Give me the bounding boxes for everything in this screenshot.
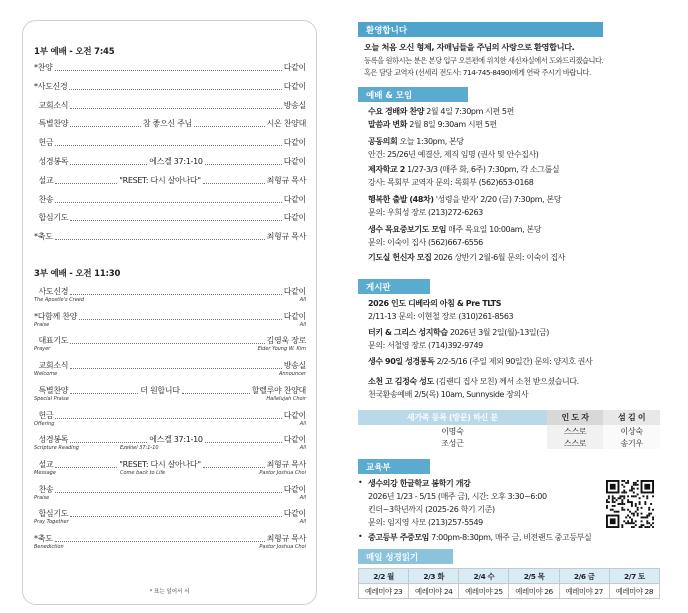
bullet: •	[358, 532, 363, 541]
worship-item	[368, 106, 514, 117]
english-leader: Pastor Joshua Choi	[259, 544, 306, 550]
service-row	[34, 308, 306, 322]
english-leader: Pastor Joshua Choi	[259, 469, 306, 476]
worship-item-sub: 문의: 우희성 장로 (213)272-6263	[368, 208, 483, 217]
worship-item	[368, 164, 559, 175]
leader-dots	[70, 442, 147, 443]
worship-item-line2	[368, 177, 533, 188]
worship-item-title: 제자학교 2	[368, 165, 405, 174]
service-item-leader: 다같이	[283, 138, 306, 148]
worship-item	[368, 194, 561, 205]
service-item-leader: 다같이	[283, 157, 306, 166]
worship-item-detail: 2026 상반기 2월-6월 문의: 이숙이 집사	[433, 253, 566, 262]
newcomer-header-guide: 인 도 자	[547, 410, 604, 425]
english-leader: All	[299, 494, 306, 501]
leader-dots	[70, 393, 138, 394]
bible-heading: 매일 성경읽기	[358, 549, 453, 564]
service-item-title: 특별찬양	[34, 119, 69, 129]
service-item-leader: 다같이	[283, 287, 306, 296]
worship-item	[368, 224, 541, 235]
worship-item-sub: 안건: 25/26년 예결산, 제직 임명 (권사 및 안수집사)	[368, 150, 539, 159]
service-row	[34, 115, 306, 129]
worship-item-detail: 오늘 1:30pm, 본당	[399, 137, 464, 146]
service-row	[34, 59, 306, 73]
leader-dots	[55, 70, 282, 71]
service-row	[34, 153, 306, 167]
education-heading: 교육부	[358, 459, 430, 474]
service-item-leader: 다같이	[283, 63, 306, 72]
service-row	[34, 332, 306, 346]
english-title: Offering	[34, 420, 55, 427]
english-title: Message	[34, 469, 56, 476]
service-item-title: *축도	[34, 232, 53, 242]
service-item-english	[34, 297, 306, 306]
service-item-title: 설교	[34, 459, 54, 469]
service-item-leader: 다같이	[283, 81, 306, 91]
board-item-line2: 2/11-13 문의: 이현철 장로 (310)261-8563	[368, 312, 514, 321]
service-item-leader: 방송실	[283, 361, 306, 371]
table-row	[358, 425, 660, 437]
worship-item-title: 공동의회	[368, 137, 398, 146]
english-title: Pray Together	[34, 519, 69, 526]
english-title: The Apostle's Creed	[34, 297, 85, 303]
bible-day-cell: 2/4 수	[459, 569, 509, 584]
education-item1-line3: 문의: 임지영 사모 (213)257-5549	[368, 518, 483, 527]
board-item-detail: 2026년 3월 2일(월)-13일(금)	[449, 328, 549, 337]
leader-dots	[182, 393, 250, 394]
table-row	[358, 437, 660, 449]
service-item-english	[34, 396, 306, 405]
welcome-line3: 혹은 담당 교역자 (선세리 전도사: 714-745-8490)에게 연락 주시기 바랍니다.	[364, 68, 591, 77]
service-row	[34, 283, 306, 297]
worship-item-sub: 말씀과 변화	[368, 120, 408, 129]
bullet: •	[358, 478, 363, 487]
worship-item-sub: 강사: 목회부 교역자 문의: 목회부 (562)653-0168	[368, 178, 534, 187]
leader-dots	[203, 467, 265, 468]
worship-item-detail: '성령을 받자' 2/20 (금) 7:30pm, 본당	[435, 195, 562, 204]
service-row	[34, 191, 306, 205]
standing-footnote: * 표는 일어서 서	[149, 589, 190, 595]
service-item-english	[34, 421, 306, 430]
service-item-title: 성경봉독	[34, 435, 69, 445]
worship-item-detail: 2월 4일 7:30pm 시편 5편	[426, 107, 514, 116]
board-item	[368, 376, 579, 387]
service-row	[34, 407, 306, 421]
board-item	[368, 327, 549, 338]
worship-item-title: 수요 경배와 찬양	[368, 107, 425, 116]
worship-item-sub: 문의: 이숙이 집사 (562)667-6556	[368, 238, 483, 247]
service-row	[34, 97, 306, 111]
bible-day-cell: 2/7 토	[609, 569, 659, 584]
service-item-detail: "RESET: 다시 살아나다"	[119, 459, 201, 469]
leader-dots	[205, 164, 282, 165]
english-title: Praise	[34, 321, 50, 328]
service-row	[34, 382, 306, 396]
service-row	[34, 357, 306, 371]
english-leader: All	[299, 297, 306, 303]
service-row	[34, 228, 306, 242]
newcomer-cell: 스스로	[547, 425, 604, 437]
service-item-title: 헌금	[34, 410, 54, 420]
service-item-english	[34, 519, 306, 528]
board-item	[368, 356, 592, 367]
english-leader: Hallelujah Choir	[266, 395, 306, 402]
worship-item	[368, 252, 565, 263]
education-item1-line1: 2026년 1/23 - 5/15 (매주 금), 시간: 오후 3:30~6:00	[368, 492, 547, 501]
service-item-title: 사도신경	[34, 287, 69, 296]
service-item-leader: 다같이	[283, 509, 306, 519]
service-item-leader: 최형규 목사	[266, 459, 307, 469]
board-item-line2: 문의: 서철영 장로 (714)392-9749	[368, 341, 483, 350]
newcomer-cell: 이상숙	[603, 425, 660, 437]
bible-day-cell: 2/3 화	[409, 569, 459, 584]
service-item-title: 교회소식	[34, 361, 69, 371]
bible-reading-cell: 예레미야 23	[359, 584, 409, 599]
english-title: Scripture Reading	[34, 445, 79, 452]
leader-dots	[70, 343, 264, 344]
service-item-english	[34, 445, 306, 454]
bible-reading-cell: 예레미야 24	[409, 584, 459, 599]
board-item-title: 소천 고 김정숙 성도	[368, 377, 434, 386]
leader-dots	[70, 164, 147, 165]
english-leader: All	[299, 420, 306, 427]
leader-dots	[70, 126, 141, 127]
service-row	[34, 431, 306, 445]
english-detail: Come back to Life	[120, 469, 166, 476]
board-item-title: 터키 & 그리스 성지학습	[368, 328, 448, 337]
bible-reading-cell: 예레미야 27	[559, 584, 609, 599]
newcomer-header-name: 새가족 등록 (방문) 하신 분	[358, 410, 547, 425]
service-item-title: *찬양	[34, 63, 53, 72]
order-of-service-panel	[22, 20, 317, 605]
newcomer-header-helper: 섬 김 이	[603, 410, 660, 425]
service-item-title: 합심기도	[34, 509, 69, 519]
english-leader: Announcer	[278, 371, 306, 378]
service-item-leader: 최형규 목사	[266, 175, 307, 185]
board-heading: 게시판	[358, 279, 430, 294]
service-item-leader: 방송실	[283, 100, 306, 110]
bible-reading-cell: 예레미야 25	[459, 584, 509, 599]
service-item-english	[34, 346, 306, 355]
service-row	[34, 456, 306, 470]
service-item-leader: 최형규 목사	[266, 232, 306, 242]
service-item-title: 찬송	[34, 194, 54, 204]
service-item-leader: 최형규 목사	[266, 534, 306, 543]
bible-day-cell: 2/6 금	[559, 569, 609, 584]
service-item-title: 헌금	[34, 138, 54, 148]
service-item-title: 교회소식	[34, 100, 69, 110]
english-leader: All	[299, 321, 306, 328]
leader-dots	[55, 467, 117, 468]
worship-item-line2	[368, 149, 539, 160]
education-item2-title: 중고등부 주중모임	[368, 533, 430, 542]
service-row	[34, 481, 306, 495]
service-item-detail: 에스겔 37:1-10	[149, 435, 203, 445]
service-item-title: 찬송	[34, 484, 54, 494]
service-item-title: 합심기도	[34, 213, 69, 223]
service-item-leader: 다같이	[283, 311, 306, 321]
worship-item-line2	[368, 207, 483, 218]
education-item1-line2: 킨더~3학년까지 (2025-26 학기 기준)	[368, 505, 495, 514]
welcome-line2: 등록을 원하시는 분은 본당 입구 오른편에 위치한 새신자실에서 도와드리겠습니다.	[364, 56, 604, 65]
leader-dots	[203, 183, 265, 184]
welcome-line1: 오늘 처음 오신 형제, 자매님들을 주님의 사랑으로 환영합니다.	[364, 42, 575, 52]
leader-dots	[55, 183, 117, 184]
newcomer-cell: 스스로	[547, 437, 604, 449]
worship-item-title: 기도실 헌신자 모집	[368, 253, 432, 262]
service-row	[34, 78, 306, 92]
service-item-title: 성경봉독	[34, 157, 69, 166]
worship-item-sub-detail: 2월 8일 9:30am 시편 5편	[409, 120, 497, 129]
service-row	[34, 134, 306, 148]
leader-dots	[70, 516, 282, 517]
board-item-title: 2026 인도 디베라의 아침 & Pre TLTS	[368, 299, 502, 308]
english-title: Benediction	[34, 544, 64, 550]
worship-item-detail: 1/27-3/3 (매주 화, 6주) 7:30pm, 각 소그룹실	[407, 165, 560, 174]
service-item-detail: 참 좋으신 주님	[142, 119, 192, 129]
service-item-leader: 다같이	[283, 484, 306, 494]
service-item-title: *축도	[34, 534, 53, 543]
service-row	[34, 172, 306, 186]
service-item-english	[34, 322, 306, 331]
service-item-english	[34, 470, 306, 479]
leader-dots	[69, 89, 281, 90]
service-item-leader: 다같이	[283, 435, 306, 445]
bible-day-cell: 2/2 월	[359, 569, 409, 584]
service-item-detail: "RESET: 다시 살아나다"	[119, 175, 201, 185]
worship-item-title: 생수 목요중보기도 모임	[368, 225, 447, 234]
board-item-detail: 2/2-5/16 (주일 제외 90일간) 문의: 양지호 권사	[436, 357, 593, 366]
newcomer-cell: 이명숙	[358, 425, 547, 437]
service-item-leader: 다같이	[283, 410, 306, 420]
newcomer-table	[358, 410, 660, 449]
service-item-detail: 더 원합니다	[140, 385, 180, 395]
english-detail: Ezekiel 37:1-10	[120, 445, 159, 452]
english-leader: All	[299, 519, 306, 526]
service-row	[34, 530, 306, 544]
service-item-english	[34, 371, 306, 380]
leader-dots	[205, 442, 282, 443]
leader-dots	[70, 108, 282, 109]
english-title: Prayer	[34, 346, 51, 353]
leader-dots	[55, 145, 281, 146]
service-item-leader: 시온 찬양대	[266, 119, 306, 129]
board-item-detail: (김랜디 집사 모친) 께서 소천 받으셨습니다.	[435, 377, 579, 386]
service-item-title: 설교	[34, 175, 54, 185]
newcomer-cell: 조성근	[358, 437, 547, 449]
leader-dots	[55, 541, 265, 542]
bible-reading-table	[358, 568, 660, 599]
leader-dots	[194, 126, 265, 127]
leader-dots	[55, 239, 265, 240]
bible-day-cell: 2/5 목	[509, 569, 559, 584]
leader-dots	[70, 368, 282, 369]
service-item-title: *다함께 찬양	[34, 311, 78, 321]
leader-dots	[55, 492, 281, 493]
service-item-english	[34, 495, 306, 504]
leader-dots	[79, 319, 282, 320]
education-item1-title: 생수의강 한글학교 봄학기 개강	[368, 479, 471, 488]
worship-item-detail: 매주 목요일 10:00am, 본당	[448, 225, 542, 234]
service-item-leader: 다같이	[283, 213, 306, 223]
english-title: Praise	[34, 494, 50, 501]
service-item-leader: 김영욱 장로	[266, 336, 306, 346]
english-leader: Elder Young W. Kim	[257, 346, 306, 353]
leader-dots	[70, 220, 282, 221]
third-service-title: 3부 예배 - 오전 11:30	[34, 269, 121, 279]
service-item-english	[34, 544, 306, 553]
bible-reading-cell: 예레미야 26	[509, 584, 559, 599]
service-item-title: 특별찬양	[34, 385, 69, 395]
first-service-title: 1부 예배 - 오전 7:45	[34, 47, 115, 57]
education-item2	[368, 532, 591, 543]
bible-reading-cell: 예레미야 28	[609, 584, 659, 599]
service-item-leader: 할렐루야 찬양대	[251, 385, 306, 395]
service-item-title: *사도신경	[34, 81, 68, 91]
english-leader: All	[299, 445, 306, 452]
service-row	[34, 209, 306, 223]
welcome-heading: 환영합니다	[358, 22, 603, 37]
education-item2-detail: 7:00pm-8:30pm, 매주 금, 비전랜드 중고등부실	[431, 533, 592, 542]
board-item-line2: 천국환송예배 2/5(목) 10am, Sunnyside 장의사	[368, 390, 529, 399]
worship-heading: 예배 & 모임	[358, 87, 468, 102]
worship-item-line2	[368, 119, 497, 130]
board-item	[368, 298, 501, 309]
english-title: Special Praise	[34, 395, 69, 402]
leader-dots	[55, 202, 281, 203]
leader-dots	[70, 294, 282, 295]
newcomer-cell: 송기우	[603, 437, 660, 449]
leader-dots	[55, 418, 281, 419]
qr-code-icon[interactable]	[606, 480, 654, 528]
service-item-title: 대표기도	[34, 336, 69, 346]
worship-item	[368, 136, 464, 147]
service-item-leader: 다같이	[283, 194, 306, 204]
service-item-detail: 에스겔 37:1-10	[149, 157, 203, 166]
board-item-title: 생수 90일 성경통독	[368, 357, 435, 366]
english-title: Welcome	[34, 371, 58, 378]
worship-item-line2	[368, 237, 483, 248]
worship-item-title: 행복한 출발 (48차)	[368, 195, 434, 204]
service-row	[34, 505, 306, 519]
